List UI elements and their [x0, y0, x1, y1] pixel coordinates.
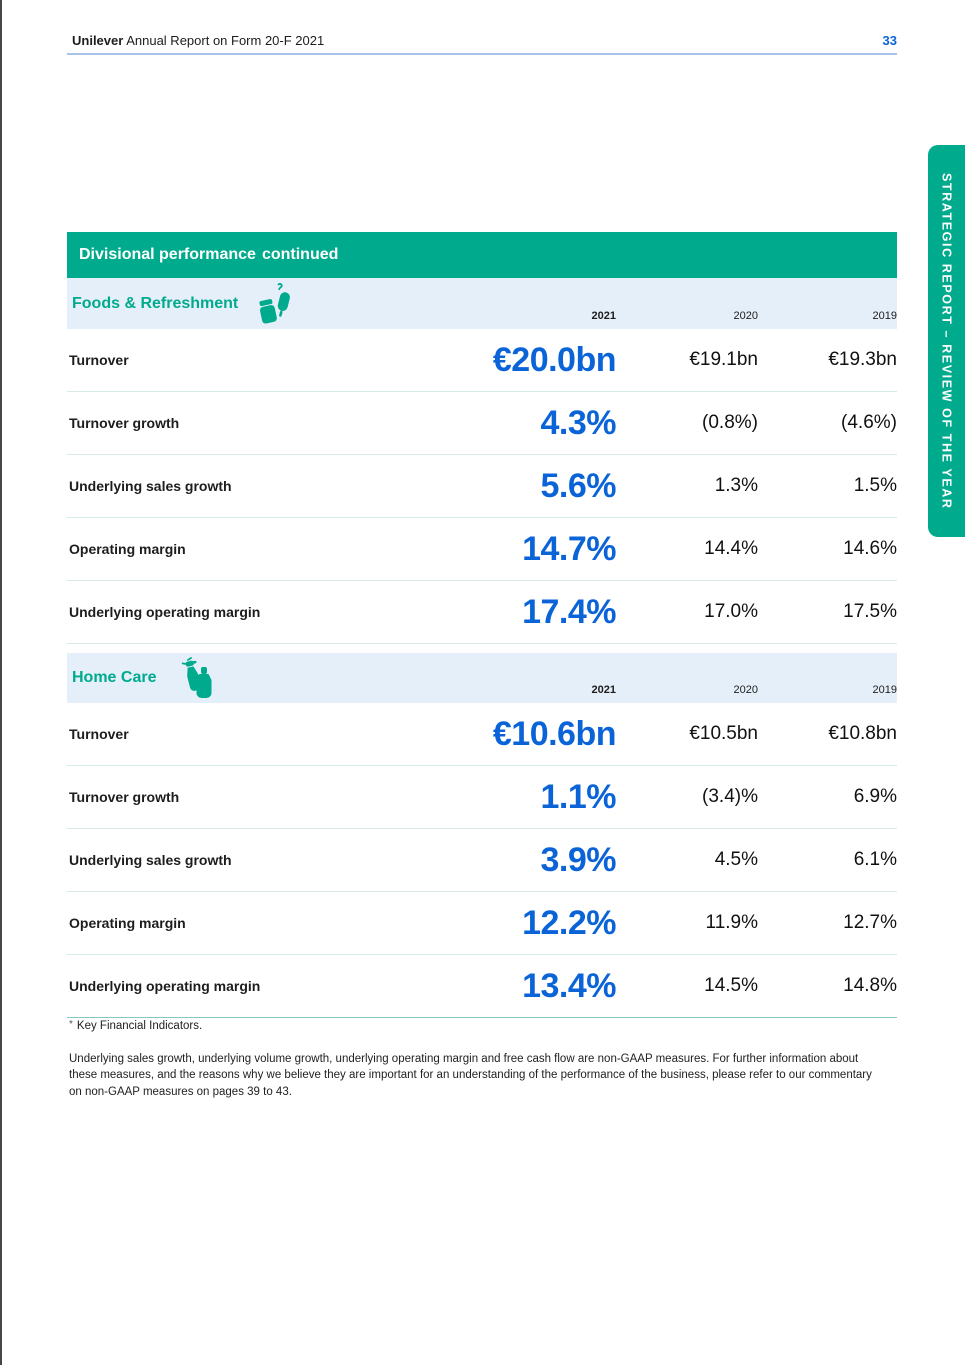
value-2020: 4.5% [714, 849, 758, 870]
banner-title-suffix: continued [261, 246, 339, 263]
table-row [67, 766, 897, 829]
footnotes [69, 1019, 879, 1100]
value-2021: 13.4% [522, 966, 616, 1005]
value-2019: €19.3bn [828, 349, 897, 370]
foods-refreshment-icon [256, 283, 294, 325]
key-financial-indicators-note [69, 1019, 879, 1032]
value-2019: 17.5% [843, 601, 897, 622]
year-header-2021: 2021 [591, 310, 616, 322]
year-header-2019: 2019 [872, 684, 897, 696]
year-header-2020: 2020 [733, 684, 758, 696]
value-2020: (0.8%) [702, 412, 758, 433]
section-header-home-care [67, 653, 897, 703]
value-2019: €10.8bn [828, 723, 897, 744]
value-2020: 11.9% [705, 912, 758, 933]
table-row [67, 703, 897, 766]
document-title: Annual Report on Form 20-F 2021 [126, 33, 325, 48]
section-foods-refreshment [67, 278, 897, 644]
table-row [67, 329, 897, 392]
metric-label: Underlying sales growth [69, 852, 232, 868]
table-row [67, 455, 897, 518]
metric-label: Turnover growth [69, 789, 180, 805]
year-header-2020: 2020 [733, 310, 758, 322]
value-2019: (4.6%) [841, 412, 897, 433]
metric-label: Underlying operating margin [69, 978, 261, 994]
banner-title: Divisional performance [79, 246, 256, 263]
section-title: Home Care [72, 669, 157, 686]
section-title: Foods & Refreshment [72, 294, 239, 312]
metric-label: Underlying operating margin [69, 604, 261, 620]
table-row [67, 829, 897, 892]
year-header-2019: 2019 [872, 310, 897, 322]
footnote-key-text: Key Financial Indicators. [76, 1020, 203, 1032]
value-2020: 1.3% [714, 475, 758, 496]
value-2021: 5.6% [540, 466, 616, 505]
value-2019: 1.5% [853, 475, 897, 496]
divisional-performance-table [67, 232, 897, 1018]
metric-label: Operating margin [69, 915, 186, 931]
metric-label: Turnover growth [69, 415, 180, 431]
non-gaap-note: Underlying sales growth, underlying volume growth, underlying operating margin and free cash flow are non-GAAP measures. For further information about these measures, and the reasons why we believe they are important for an understanding of the performance of the business, please refer to our commentary on non-GAAP measures on pages 39 to 43. [69, 1053, 872, 1098]
table-row [67, 955, 897, 1018]
value-2020: €10.5bn [689, 723, 758, 744]
header-divider [67, 53, 897, 55]
value-2020: €19.1bn [689, 349, 758, 370]
metric-label: Underlying sales growth [69, 478, 232, 494]
section-title-cell [72, 657, 456, 699]
section-title-cell [72, 283, 456, 325]
value-2020: 14.4% [704, 538, 758, 559]
value-2021: 17.4% [522, 592, 616, 631]
section-home-care [67, 653, 897, 1018]
value-2020: (3.4)% [702, 786, 758, 807]
value-2019: 6.1% [853, 849, 897, 870]
footnote-marker: * [69, 1019, 73, 1030]
value-2021: €10.6bn [492, 714, 616, 753]
section-header-foods [67, 278, 897, 329]
table-row [67, 892, 897, 955]
metric-label: Turnover [69, 726, 129, 742]
table-row [67, 581, 897, 644]
value-2019: 14.8% [843, 975, 897, 996]
table-row [67, 392, 897, 455]
page-number: 33 [882, 33, 897, 48]
table-row [67, 518, 897, 581]
page-edge-line [0, 0, 2, 1365]
value-2021: 14.7% [522, 529, 616, 568]
home-care-icon [174, 657, 214, 699]
table-banner [67, 232, 897, 278]
value-2021: 1.1% [540, 777, 616, 816]
brand-name: Unilever [72, 33, 124, 48]
value-2021: 12.2% [522, 903, 616, 942]
value-2019: 12.7% [843, 912, 897, 933]
document-header [72, 33, 897, 48]
value-2021: 3.9% [540, 840, 616, 879]
metric-label: Operating margin [69, 541, 186, 557]
value-2021: €20.0bn [492, 340, 616, 379]
side-tab-label: STRATEGIC REPORT – REVIEW OF THE YEAR [939, 172, 954, 510]
metric-label: Turnover [69, 352, 129, 368]
side-tab-strategic-report [928, 145, 965, 537]
value-2021: 4.3% [540, 403, 616, 442]
year-header-2021: 2021 [591, 684, 616, 696]
value-2019: 14.6% [843, 538, 897, 559]
value-2019: 6.9% [853, 786, 897, 807]
value-2020: 14.5% [704, 975, 758, 996]
value-2020: 17.0% [704, 601, 758, 622]
